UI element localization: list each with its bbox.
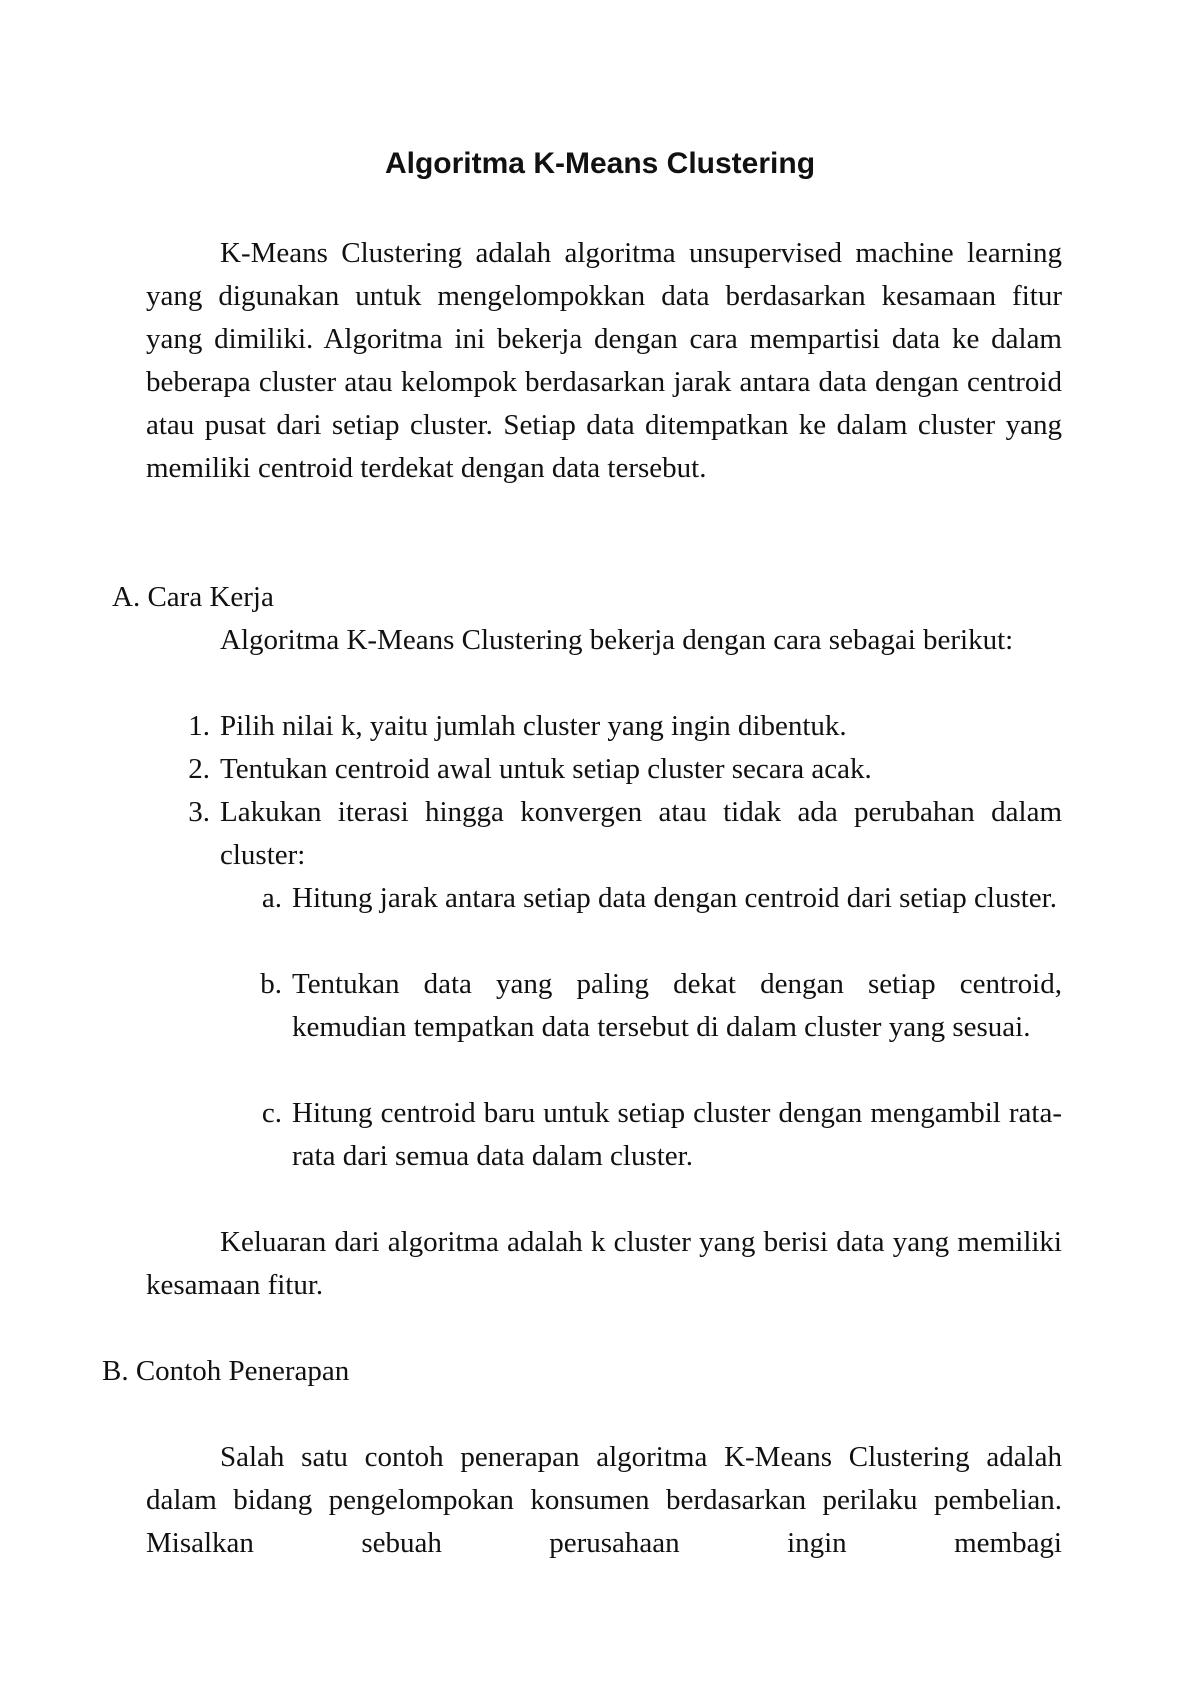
document-title: Algoritma K-Means Clustering [384,147,816,180]
list-item [188,791,1062,877]
list-item [188,748,1062,791]
sub-list-item-letter: c. [261,1097,282,1129]
sub-list-item-text: Hitung centroid baru untuk setiap cluster dengan mengambil rata-rata dari semua data dalam cluster. [292,1097,1062,1172]
sub-list-item-letter: b. [260,968,282,1000]
list-item-text: Pilih nilai k, yaitu jumlah cluster yang ingin dibentuk. [220,710,847,742]
list-item-number: 2. [188,753,210,785]
section-b-title: Contoh Penerapan [135,1355,350,1387]
sub-list-item-text: Tentukan data yang paling dekat dengan setiap centroid, kemudian tempatkan data tersebut di dalam cluster yang sesuai. [292,968,1062,1043]
list-item [188,705,1062,748]
list-item-number: 1. [188,710,210,742]
section-b-marker: B. [102,1355,129,1387]
section-a-heading [112,576,274,619]
output-paragraph: Keluaran dari algoritma adalah k cluster yang berisi data yang memiliki kesamaan fitur. [146,1226,1062,1301]
list-item-number: 3. [188,796,210,828]
sub-list-item-letter: a. [261,882,282,914]
section-b-paragraph: Salah satu contoh penerapan algoritma K-Means Clustering adalah dalam bidang pengelompokan konsumen berdasarkan perilaku pembelian. Misalkan sebuah perusahaan ingin membagi [146,1441,1062,1559]
sub-list-item [261,877,1062,920]
section-a-title: Cara Kerja [147,581,274,613]
section-a-marker: A. [112,581,141,613]
list-item-text: Lakukan iterasi hingga konvergen atau tidak ada perubahan dalam cluster: [220,796,1062,871]
intro-paragraph: K-Means Clustering adalah algoritma unsupervised machine learning yang digunakan untuk mengelompokkan data berdasarkan kesamaan fitur yang dimiliki. Algoritma ini bekerja dengan cara mempartisi data ke dalam beberapa cluster atau kelompok berdasarkan jarak antara data dengan centroid atau pusat dari setiap cluster. Setiap data ditempatkan ke dalam cluster yang memiliki centroid terdekat dengan data tersebut. [146,237,1062,484]
sub-list-item-text: Hitung jarak antara setiap data dengan centroid dari setiap cluster. [292,882,1057,914]
sub-list-item [261,1092,1062,1178]
section-b-heading [102,1350,349,1393]
list-item-text: Tentukan centroid awal untuk setiap cluster secara acak. [220,753,872,785]
sub-list-item [260,963,1062,1049]
section-a-lead: Algoritma K-Means Clustering bekerja dengan cara sebagai berikut: [220,624,1014,656]
